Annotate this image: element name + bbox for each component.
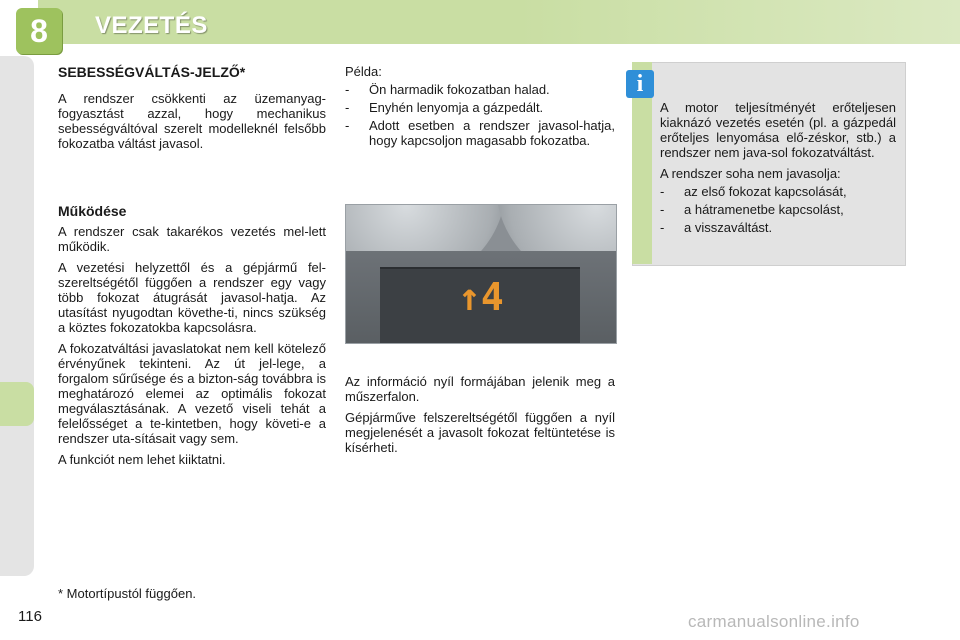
list-item: - Enyhén lenyomja a gázpedált. <box>345 100 544 115</box>
operation-paragraph-1: A rendszer csak takarékos vezetés mel-lett működik. <box>58 224 326 254</box>
dashboard-photo <box>345 204 617 344</box>
chapter-marker-tab[interactable] <box>0 382 34 426</box>
gear-shift-up-arrow-icon: ↑4 <box>458 275 504 319</box>
list-item: - az első fokozat kapcsolását, <box>660 184 847 199</box>
left-column <box>58 64 326 80</box>
display-paragraph-2: Gépjárműve felszereltségétől függően a nyíl megjelenését a javasolt fokozat feltüntetése is kísérheti. <box>345 410 615 455</box>
example-block <box>345 64 615 151</box>
info-never-label: A rendszer soha nem javasolja: <box>660 166 841 181</box>
info-intro: A motor teljesítményét erőteljesen kiaknázó vezetés esetén (pl. a gázpedál erőteljes lenyomása elő-zéskor, stb.) a rendszer nem java-sol fokozatváltást. <box>660 100 896 160</box>
display-info-block <box>345 374 615 461</box>
intro-paragraph: A rendszer csökkenti az üzemanyag-fogyasztást azzal, hogy mechanikus sebességváltóval szerelt modelleknél felsőbb fokozatba váltást javasol. <box>58 91 326 151</box>
watermark: carmanualsonline.info <box>688 612 860 631</box>
display-paragraph-1: Az információ nyíl formájában jelenik meg a műszerfalon. <box>345 374 615 404</box>
list-item: - a visszaváltást. <box>660 220 773 235</box>
operation-block <box>58 203 326 219</box>
example-label: Példa: <box>345 64 382 79</box>
footnote: * Motortípustól függően. <box>58 586 197 601</box>
left-margin-strip <box>0 56 34 576</box>
info-list <box>660 184 896 235</box>
list-item: - a hátramenetbe kapcsolást, <box>660 202 844 217</box>
info-box-content <box>660 100 896 238</box>
list-item: - Ön harmadik fokozatban halad. <box>345 82 550 97</box>
intro-block <box>58 91 326 151</box>
operation-paragraph-4: A funkciót nem lehet kiiktatni. <box>58 452 226 467</box>
operation-subheading: Működése <box>58 203 127 219</box>
header-band-gradient <box>520 0 960 44</box>
operation-paragraph-3: A fokozatváltási javaslatokat nem kell kötelező érvényűnek tekinteni. Az út jel-lege, a forgalom sűrűsége és a bizton-ság továbbra is meghatározó elemei az optimális fokozat megválasztásának. A vezető viseli tehát a felelősséget a te-kintetben, hogy követi-e a rendszer uta-sításait vagy sem. <box>58 341 326 446</box>
info-icon: i <box>626 70 654 98</box>
operation-text <box>58 224 326 473</box>
operation-paragraph-2: A vezetési helyzettől és a gépjármű fel-szereltségétől függően a rendszer egy vagy több fokozat átugrását javasol-hatja. Az utasítást nyugodtan követhe-ti, nincs szükség a köztes fokozatokba kapcsolásra. <box>58 260 326 335</box>
chapter-number-tab[interactable]: 8 <box>16 8 62 54</box>
example-list <box>345 82 615 148</box>
page-title: VEZETÉS <box>95 12 208 39</box>
page-number: 116 <box>18 608 42 625</box>
section-heading: SEBESSÉGVÁLTÁS-JELZŐ* <box>58 64 246 80</box>
list-item: - Adott esetben a rendszer javasol-hatja, hogy kapcsoljon magasabb fokozatba. <box>345 118 615 148</box>
